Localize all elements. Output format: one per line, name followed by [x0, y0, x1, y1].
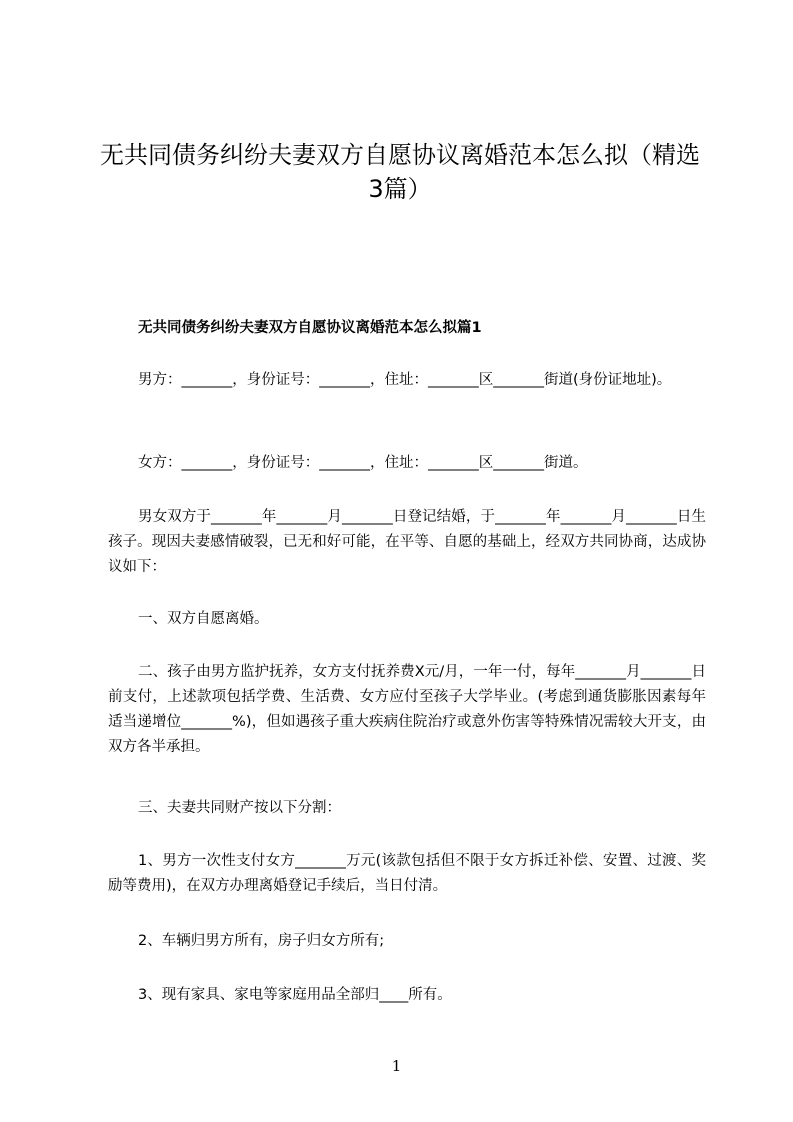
paragraph-item-2: 2、车辆归男方所有，房子归女方所有; — [138, 933, 385, 949]
paragraph-clause-1: 一、双方自愿离婚。 — [138, 611, 269, 627]
paragraph-item-3: 3、现有家具、家电等家庭用品全部归____所有。 — [138, 987, 452, 1003]
paragraph-clause-2: 二、孩子由男方监护抚养，女方支付抚养费X元/月，一年一付，每年_______月_______日前支付，上述款项包括学费、生活费、女方应付至孩子大学毕业。(考虑到通货膨胀因素每年适当递增位_______%)，但如遇孩子重大疾病住院治疗或意外伤害等特殊情况需较大开支，由双方各半承担。 — [108, 664, 706, 755]
paragraph-clause-3: 三、夫妻共同财产按以下分割： — [138, 800, 341, 816]
paragraph-male-party: 男方：_______，身份证号：_______，住址：_______区_______街道(身份证地址)。 — [138, 372, 672, 388]
paragraph-female-party: 女方：_______，身份证号：_______，住址：_______区_______街道。 — [138, 455, 588, 471]
section-heading: 无共同债务纠纷夫妻双方自愿协议离婚范本怎么拟篇1 — [138, 320, 482, 336]
paragraph-item-1: 1、男方一次性支付女方_______万元(该款包括但不限于女方拆迁补偿、安置、过渡、奖励等费用)，在双方办理离婚登记手续后，当日付清。 — [108, 853, 706, 894]
page-number: 1 — [391, 1057, 402, 1075]
document-title: 无共同债务纠纷夫妻双方自愿协议离婚范本怎么拟（精选3篇） — [100, 141, 700, 203]
paragraph-marriage-info: 男女双方于_______年_______月_______日登记结婚，于_______年_______月_______日生孩子。现因夫妻感情破裂，已无和好可能，在平等、自愿的基础上，经双方共同协商，达成协议如下： — [108, 509, 706, 575]
